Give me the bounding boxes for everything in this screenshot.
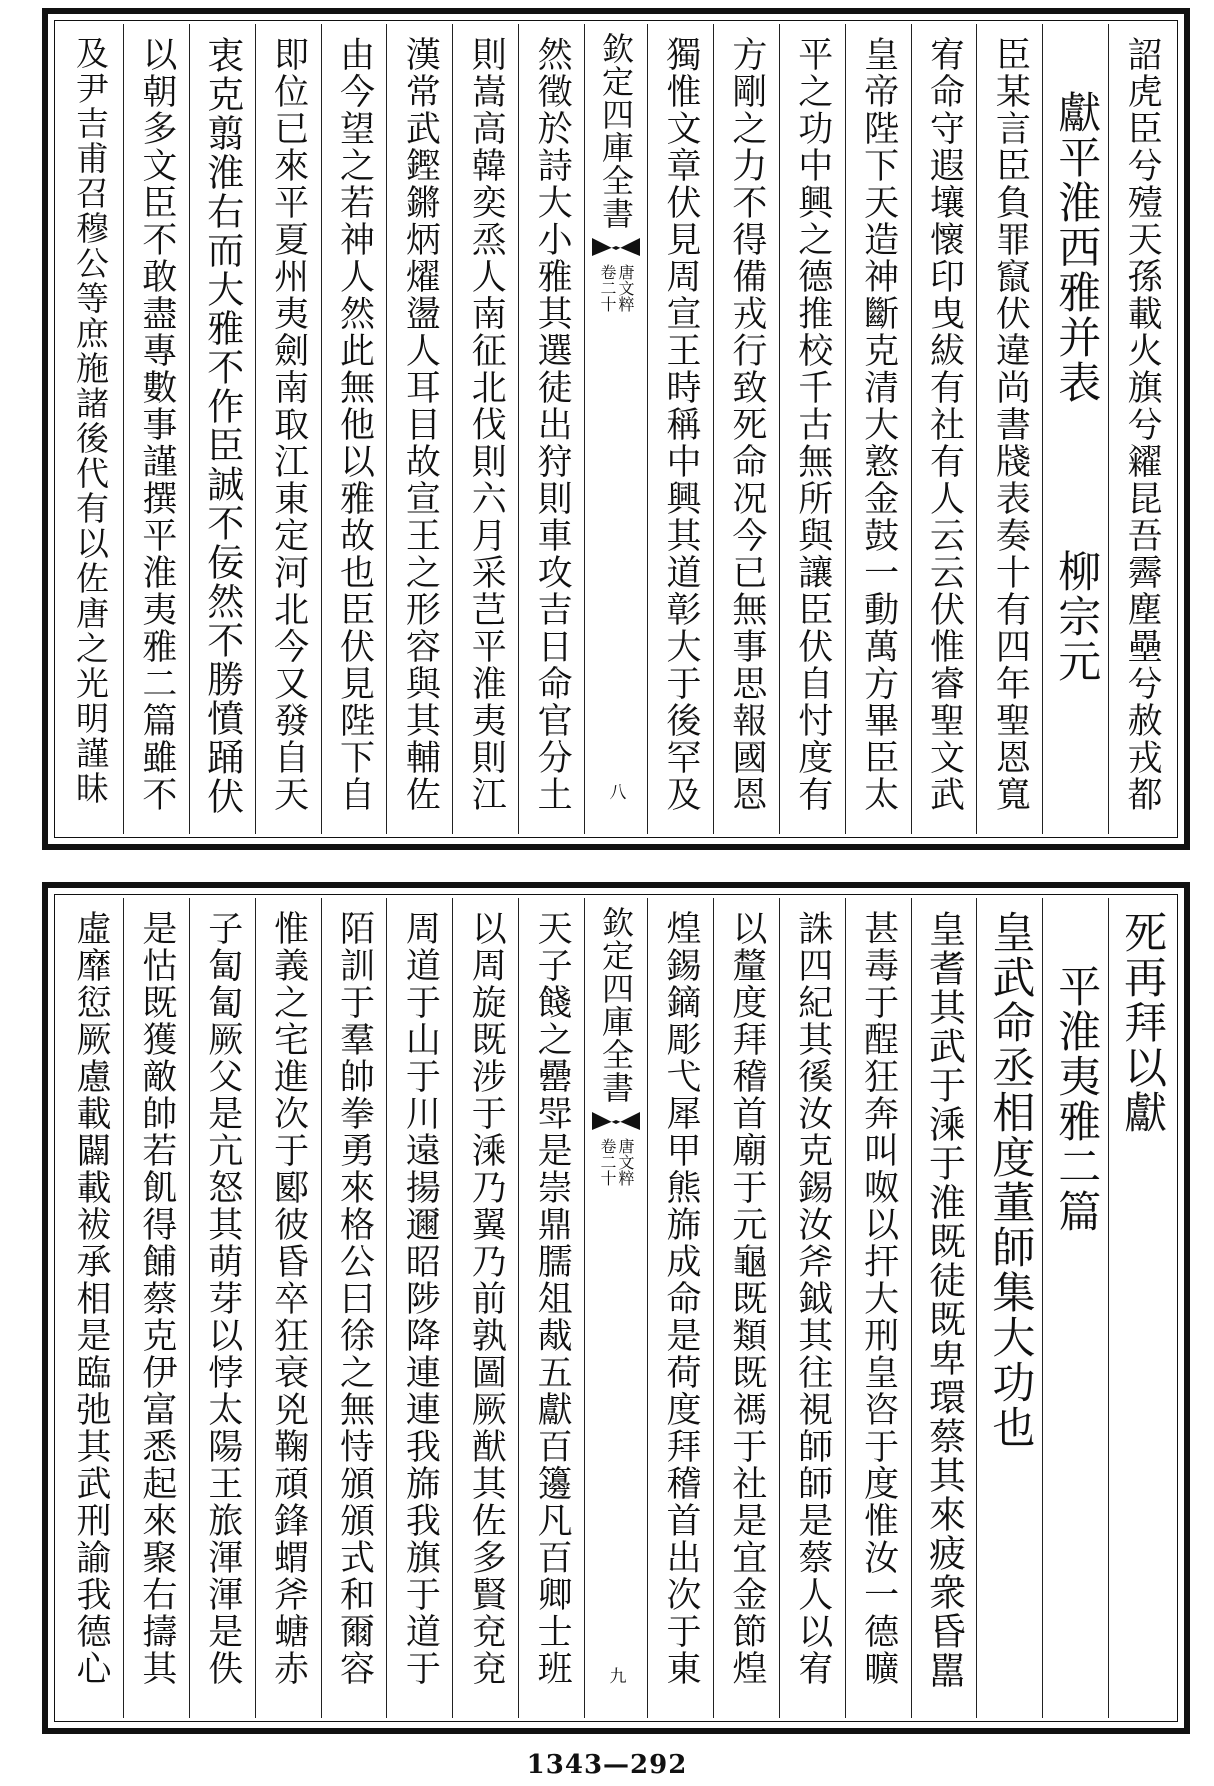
text-column [452,24,518,834]
text-columns-upper [58,24,1174,834]
column-text: 即位已來平夏州夷劍南取江東定河北今又發自天 [268,36,309,813]
section-title: 獻平淮西雅并表 [1051,90,1102,405]
folio-number: 九 [605,1667,626,1684]
collection-name: 唐文粹 [616,264,635,312]
text-column [647,898,713,1718]
column-text: 宥命守遐壤懷印曳紱有社有人云云伏惟睿聖文武 [924,36,965,813]
column-text: 皇耆其武于溗于淮既徒既卑環蔡其來疲衆昏嚚 [922,910,966,1690]
text-column [123,24,189,834]
column-text: 臣某言臣負罪竄伏違尚書牋表奏十有四年聖恩寬 [990,36,1031,813]
page-panel-upper [42,8,1190,850]
text-column [713,24,779,834]
book-title: 欽定四庫全書 [597,906,635,1104]
column-text: 由今望之若神人然此無他以雅故也臣伏見陛下自 [334,36,375,813]
column-text: 死再拜以獻 [1117,910,1168,1135]
text-column [845,898,911,1718]
volume-number: 卷二十 [598,1138,617,1186]
page-panel-lower [42,882,1190,1734]
page-footer-number: 1343—292 [526,1750,688,1780]
text-column [845,24,911,834]
text-column [911,898,977,1718]
text-column [255,898,321,1718]
column-text: 及尹吉甫召穆公等庶施諸後代有以佐唐之光明謹昧 [70,36,110,806]
column-text: 皇武命丞相度董師集大功也 [985,910,1036,1450]
column-text: 是怙既獲敵帥若飢得餔蔡克伊富悉起來聚右擣其 [136,910,177,1687]
volume-label [599,264,633,312]
text-column [58,24,123,834]
text-column [452,898,518,1718]
text-column [321,898,387,1718]
column-text: 周道于山于川遠揚邇昭陟降連連我旆我旗于道于 [400,910,441,1687]
text-column [1042,24,1108,834]
text-column [911,24,977,834]
column-text: 以周旋既涉于溗乃翼乃前孰圖厥猷其佐多賢兗兗 [466,910,507,1687]
column-text: 惟義之宅進次于郾彼昏卒狂衰兇鞠頑鋒蝟斧螗赤 [268,910,309,1687]
column-text: 然徵於詩大小雅其選徒出狩則車攻吉日命官分土 [532,36,573,813]
text-column [779,898,845,1718]
text-column [386,24,452,834]
text-column [518,898,584,1718]
text-column [976,898,1042,1718]
text-column [647,24,713,834]
fishtail-mark-icon [590,1110,642,1132]
text-column [713,898,779,1718]
folio-number: 八 [605,783,626,800]
center-fold [584,898,647,1718]
fishtail-mark-icon [590,236,642,258]
section-title: 平淮夷雅二篇 [1051,964,1102,1234]
text-column [189,898,255,1718]
column-text: 以朝多文臣不敢盡專數事謹撰平淮夷雅二篇雖不 [136,36,177,813]
text-column [58,898,123,1718]
column-text: 誅四紀其徯汝克錫汝斧鉞其往視師師是蔡人以宥 [792,910,833,1687]
column-text: 漢常武鏗鏘炳燿盪人耳目故宣王之形容與其輔佐 [400,36,441,813]
text-column [1108,24,1174,834]
column-text: 方剛之力不得備戎行致死命况今已無事思報國恩 [726,36,767,813]
column-text: 陌訓于羣帥拳勇來格公曰徐之無恃頒頒式和爾容 [334,910,375,1687]
text-column [1108,898,1174,1718]
text-column [518,24,584,834]
collection-name: 唐文粹 [616,1138,635,1186]
text-column [123,898,189,1718]
text-column [321,24,387,834]
column-text: 甚毒于酲狂奔叫呶以扞大刑皇咨于度惟汝一德曠 [858,910,899,1687]
column-text: 則嵩高韓奕烝人南征北伐則六月采芑平淮夷則江 [466,36,507,813]
column-text: 獨惟文章伏見周宣王時稱中興其道彰大于後罕及 [660,36,701,813]
column-text: 衷克翦淮右而大雅不作臣誠不佞然不勝憤踊伏 [200,36,244,816]
text-column [189,24,255,834]
text-columns-lower [58,898,1174,1718]
column-text: 煌錫鏑彫弋犀甲熊旆成命是荷度拜稽首出次于東 [660,910,701,1687]
text-column [255,24,321,834]
column-text: 平之功中興之德推校千古無所與讓臣伏自忖度有 [792,36,833,813]
volume-number: 卷二十 [598,264,617,312]
text-column [779,24,845,834]
column-text: 子匐匐厥父是亢怒其萌芽以悖太陽王旅渾渾是佚 [202,910,243,1687]
text-column [1042,898,1108,1718]
center-fold [584,24,647,834]
column-text: 詔虎臣兮殪天孫載火旗兮糴昆吾霽塵壘兮赦戎都 [1122,36,1163,813]
column-text: 天子餞之罍斝是崇鼎臑俎胾五獻百籩凡百卿士班 [532,910,573,1687]
book-title: 欽定四庫全書 [597,32,635,230]
column-text: 皇帝陛下天造神斷克清大憝金鼓一動萬方畢臣太 [858,36,899,813]
volume-label [599,1138,633,1186]
text-column [386,898,452,1718]
column-text: 虛靡愆厥慮載闢載袚承相是臨弛其武刑諭我德心 [70,910,111,1687]
author-name: 柳宗元 [1051,549,1102,684]
text-column [976,24,1042,834]
column-text: 以釐度拜稽首廟于元龜既類既禡于社是宜金節煌 [726,910,767,1687]
